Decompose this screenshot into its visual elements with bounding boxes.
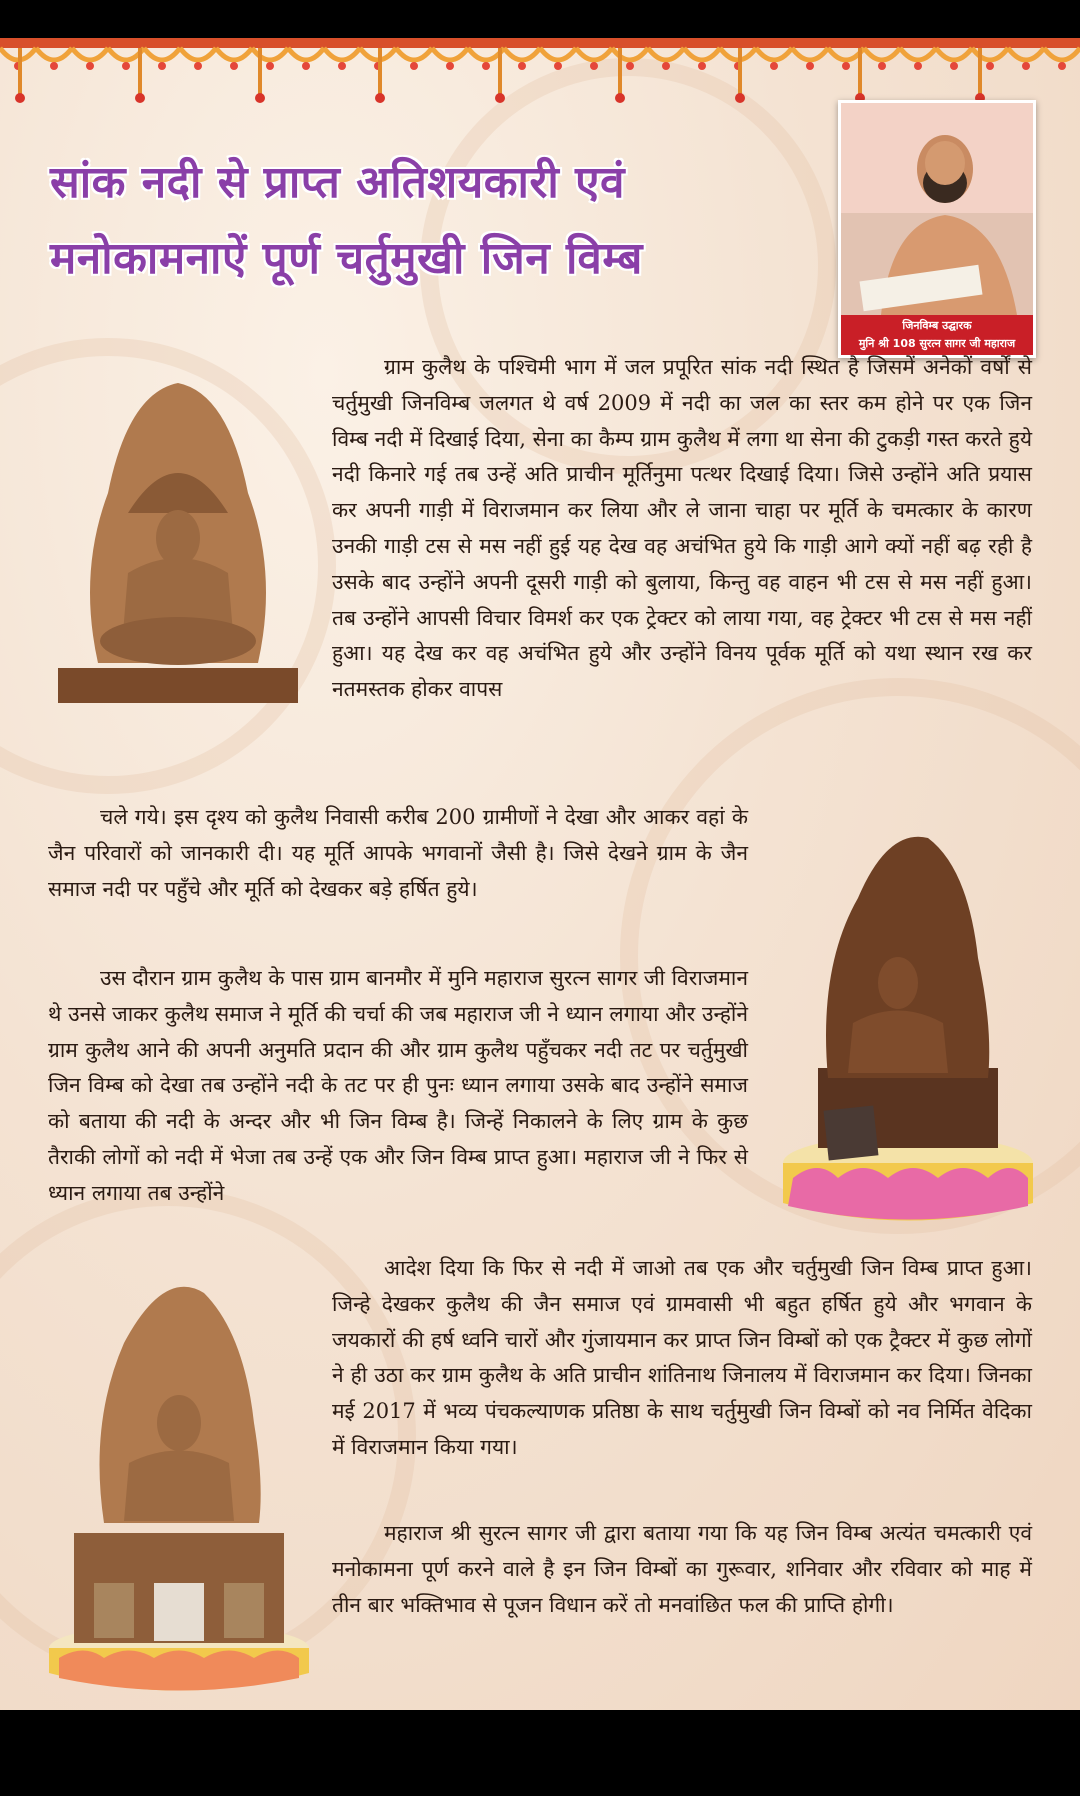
garland-drop <box>375 93 385 103</box>
garland-loop <box>936 48 972 60</box>
garland-loop <box>144 48 180 60</box>
garland-bead <box>482 62 490 70</box>
garland-loop <box>1008 48 1044 60</box>
garland-loop <box>648 48 684 60</box>
garland-loop <box>972 48 1008 60</box>
garland-loop <box>504 48 540 60</box>
garland-bead <box>770 62 778 70</box>
garland-bead <box>554 62 562 70</box>
garland-loop <box>216 48 252 60</box>
body-paragraph-4: आदेश दिया कि फिर से नदी में जाओ तब एक और चर्तुमुखी जिन विम्ब प्राप्त हुआ। जिन्हे देखकर कुलैथ की जैन समाज एवं ग्रामवासी भी बहुत हर्षित हुये और भगवान के जयकारों की हर्ष ध्वनि चारों और गुंजायमान कर प्राप्त जिन विम्बों को एक ट्रैक्टर में कुछ लोगों ने ही उठा कर ग्राम कुलैथ के अति प्राचीन शांतिनाथ जिनालय में विराजमान कर दिया। जिनका मई 2017 में भव्य पंचकल्याणक प्रतिष्ठा के साथ चर्तुमुखी जिन विम्बों को नव निर्मित वेदिका में विराजमान किया गया। <box>332 1256 1032 1459</box>
garland-bead <box>86 62 94 70</box>
garland-bead <box>1022 62 1030 70</box>
garland-bead <box>50 62 58 70</box>
poster <box>0 38 1080 1710</box>
garland-loop <box>576 48 612 60</box>
garland-loop <box>180 48 216 60</box>
garland-drop <box>135 93 145 103</box>
garland-loop <box>72 48 108 60</box>
garland-drop <box>735 93 745 103</box>
garland-bead <box>518 62 526 70</box>
body-paragraph-3: उस दौरान ग्राम कुलैथ के पास ग्राम बानमौर में मुनि महाराज सुरत्न सागर जी विराजमान थे उनसे जाकर कुलैथ समाज ने मूर्ति की चर्चा की जब महाराज जी ने ध्यान लगाया और उन्होंने ग्राम कुलैथ आने की अपनी अनुमति प्रदान की और ग्राम कुलैथ पहुँचकर नदी तट पर चर्तुमुखी जिन विम्ब को देखा तब उन्होंने नदी के तट पर ही पुनः ध्यान लगाया उसके बाद उन्होंने समाज को बताया की नदी के अन्दर और भी जिन विम्ब है। जिन्हें निकालने के लिए ग्राम के कुछ तैराकी लोगों को नदी में भेजा तब उन्हें एक और जिन विम्ब प्राप्त हुआ। महाराज जी ने फिर से ध्यान लगाया तब उन्होंने <box>48 966 748 1205</box>
garland-drop <box>255 93 265 103</box>
garland-loop <box>864 48 900 60</box>
garland-bead <box>590 62 598 70</box>
garland-drop <box>615 93 625 103</box>
garland-loop <box>684 48 720 60</box>
body-paragraph-5: महाराज श्री सुरत्न सागर जी द्वारा बताया गया कि यह जिन विम्ब अत्यंत चमत्कारी एवं मनोकामना पूर्ण करने वाले है इन जिन विम्बों का गुरूवार, शनिवार और रविवार को माह में तीन बार भक्तिभाव से पूजन विधान करें तो मनवांछित फल की प्राप्ति होगी। <box>332 1521 1032 1617</box>
garland-loop <box>252 48 288 60</box>
garland-bead <box>806 62 814 70</box>
garland-bead <box>122 62 130 70</box>
garland-bead <box>158 62 166 70</box>
garland-loop <box>756 48 792 60</box>
garland-loop <box>540 48 576 60</box>
jain-idol-image-2 <box>778 808 1038 1228</box>
muni-portrait-photo <box>838 100 1036 358</box>
garland-bead <box>950 62 958 70</box>
page-title-line-2: मनोकामनाऐं पूर्ण चर्तुमुखी जिन विम्ब <box>50 233 643 284</box>
portrait-caption-line-2: मुनि श्री 108 सुरत्न सागर जी महाराज <box>858 337 1016 350</box>
garland-bead <box>662 62 670 70</box>
body-paragraph-2: चले गये। इस दृश्य को कुलैथ निवासी करीब 200 ग्रामीणों ने देखा और आकर वहां के जैन परिवारों को जानकारी दी। यह मूर्ति आपके भगवानों जैसी है। जिसे देखने ग्राम के जैन समाज नदी पर पहुँचे और मूर्ति को देखकर बड़े हर्षित हुये। <box>48 805 748 901</box>
garland-bead <box>914 62 922 70</box>
jain-idol-image-3 <box>44 1263 314 1703</box>
garland-drop <box>495 93 505 103</box>
flower-garland-border <box>0 38 1080 108</box>
garland-loop <box>612 48 648 60</box>
body-paragraph-1: ग्राम कुलैथ के पश्चिमी भाग में जल प्रपूरित सांक नदी स्थित है जिसमें अनेकों वर्षों से चर्तुमुखी जिनविम्ब जलगत थे वर्ष 2009 में नदी का जल का स्तर कम होने पर एक जिन विम्ब नदी में दिखाई दिया, सेना का कैम्प ग्राम कुलैथ में लगा था सेना की टुकड़ी गस्त करते हुये नदी किनारे गई तब उन्हें अति प्राचीन मूर्तिनुमा पत्थर दिखाई दिया। जिसे उन्होंने अति प्रयास कर अपनी गाड़ी में विराजमान कर लिया और ले जाना चाहा पर मूर्ति के चमत्कार के कारण उनकी गाड़ी टस से मस नहीं हुई यह देख वह अचंभित हुये कि गाड़ी आगे क्यों नहीं बढ़ रही है उसके बाद उन्होंने अपनी दूसरी गाड़ी को बुलाया, किन्तु वह वाहन भी टस से मस नहीं हुआ। तब उन्होंने आपसी विचार विमर्श कर एक ट्रेक्टर को लाया गया, वह ट्रेक्टर भी टस से मस नहीं हुआ। यह देख कर वह अचंभित हुये और उन्होंने विनय पूर्वक मूर्ति को यथा स्थान रख कर नतमस्तक होकर वापस <box>332 355 1032 702</box>
garland-bead <box>842 62 850 70</box>
garland-bead <box>446 62 454 70</box>
garland-bead <box>626 62 634 70</box>
portrait-caption-line-1: जिनविम्ब उद्घारक <box>902 319 972 332</box>
garland-loop <box>288 48 324 60</box>
garland-bead <box>878 62 886 70</box>
jain-idol-image-1 <box>58 373 298 703</box>
garland-bead <box>410 62 418 70</box>
portrait-figure-icon <box>841 103 1033 315</box>
garland-loop <box>900 48 936 60</box>
garland-loop <box>396 48 432 60</box>
garland-bead <box>266 62 274 70</box>
garland-bead <box>194 62 202 70</box>
garland-bead <box>698 62 706 70</box>
page-title-line-1: सांक नदी से प्राप्त अतिशयकारी एवं <box>50 157 625 208</box>
garland-drop <box>15 93 25 103</box>
garland-loop <box>36 48 72 60</box>
garland-loop <box>432 48 468 60</box>
garland-bead <box>230 62 238 70</box>
portrait-caption <box>841 315 1033 355</box>
garland-loop <box>324 48 360 60</box>
garland-bead <box>302 62 310 70</box>
garland-bead <box>986 62 994 70</box>
garland-loop <box>792 48 828 60</box>
garland-bead <box>338 62 346 70</box>
garland-bead <box>1058 62 1066 70</box>
garland-loop <box>1044 48 1080 60</box>
